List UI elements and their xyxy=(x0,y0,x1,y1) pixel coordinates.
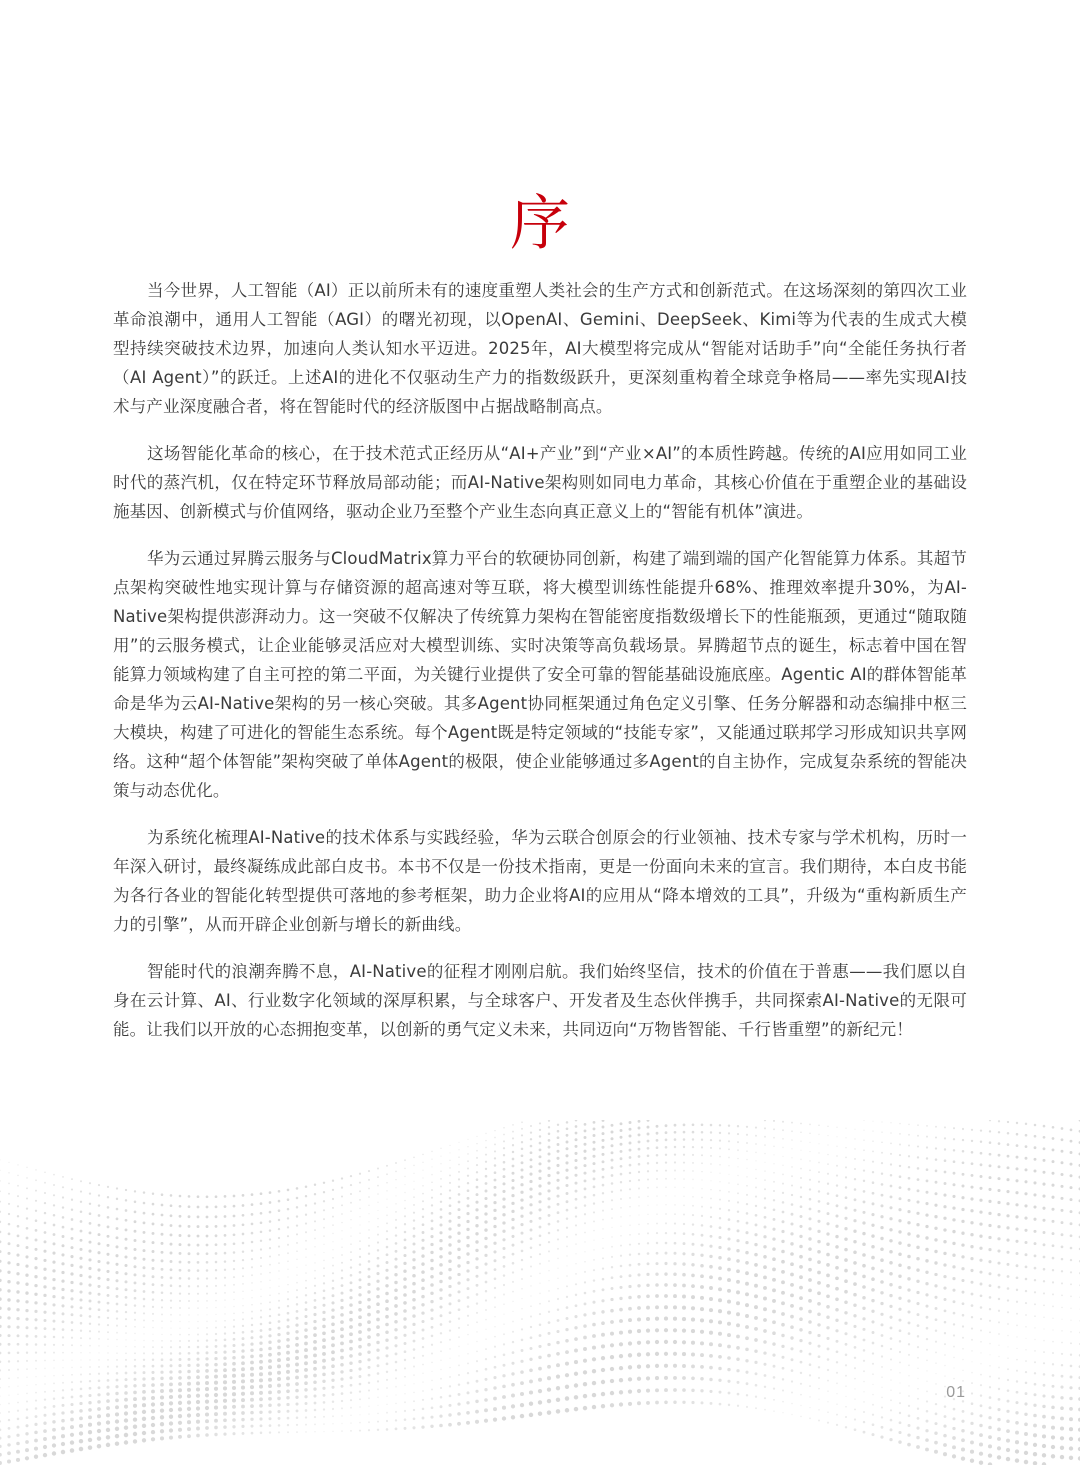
paragraph: 当今世界，人工智能（AI）正以前所未有的速度重塑人类社会的生产方式和创新范式。在这场深刻的第四次工业革命浪潮中，通用人工智能（AGI）的曙光初现，以OpenAI、Gemini、DeepSeek、Kimi等为代表的生成式大模型持续突破技术边界，加速向人类认知水平迈进。2025年，AI大模型将完成从“智能对话助手”向“全能任务执行者（AI Agent）”的跃迁。上述AI的进化不仅驱动生产力的指数级跃升，更深刻重构着全球竞争格局——率先实现AI技术与产业深度融合者，将在智能时代的经济版图中占据战略制高点。 xyxy=(113,281,967,416)
page-title: 序 xyxy=(510,189,570,260)
paragraph: 这场智能化革命的核心，在于技术范式正经历从“AI+产业”到“产业×AI”的本质性跨越。传统的AI应用如同工业时代的蒸汽机，仅在特定环节释放局部动能；而AI-Native架构则如同电力革命，其核心价值在于重塑企业的基础设施基因、创新模式与价值网络，驱动企业乃至整个产业生态向真正意义上的“智能有机体”演进。 xyxy=(113,444,967,521)
paragraph: 为系统化梳理AI-Native的技术体系与实践经验，华为云联合创原会的行业领袖、技术专家与学术机构，历时一年深入研讨，最终凝练成此部白皮书。本书不仅是一份技术指南，更是一份面向未来的宣言。我们期待，本白皮书能为各行各业的智能化转型提供可落地的参考框架，助力企业将AI的应用从“降本增效的工具”，升级为“重构新质生产力的引擎”，从而开辟企业创新与增长的新曲线。 xyxy=(113,828,967,934)
page-number: 01 xyxy=(946,1384,966,1401)
paragraph: 华为云通过昇腾云服务与CloudMatrix算力平台的软硬协同创新，构建了端到端的国产化智能算力体系。其超节点架构突破性地实现计算与存储资源的超高速对等互联，将大模型训练性能提升68%、推理效率提升30%，为AI-Native架构提供澎湃动力。这一突破不仅解决了传统算力架构在智能密度指数级增长下的性能瓶颈，更通过“随取随用”的云服务模式，让企业能够灵活应对大模型训练、实时决策等高负载场景。昇腾超节点的诞生，标志着中国在智能算力领域构建了自主可控的第二平面，为关键行业提供了安全可靠的智能基础设施底座。Agentic AI的群体智能革命是华为云AI-Native架构的另一核心突破。其多Agent协同框架通过角色定义引擎、任务分解器和动态编排中枢三大模块，构建了可进化的智能生态系统。每个Agent既是特定领域的“技能专家”，又能通过联邦学习形成知识共享网络。这种“超个体智能”架构突破了单体Agent的极限，使企业能够通过多Agent的自主协作，完成复杂系统的智能决策与动态优化。 xyxy=(113,549,967,800)
dotted-wave-decoration xyxy=(0,1120,1080,1465)
body-text xyxy=(113,276,967,1062)
paragraph: 智能时代的浪潮奔腾不息，AI-Native的征程才刚刚启航。我们始终坚信，技术的价值在于普惠——我们愿以自身在云计算、AI、行业数字化领域的深厚积累，与全球客户、开发者及生态伙伴携手，共同探索AI-Native的无限可能。让我们以开放的心态拥抱变革，以创新的勇气定义未来，共同迈向“万物皆智能、千行皆重塑”的新纪元！ xyxy=(113,962,967,1039)
